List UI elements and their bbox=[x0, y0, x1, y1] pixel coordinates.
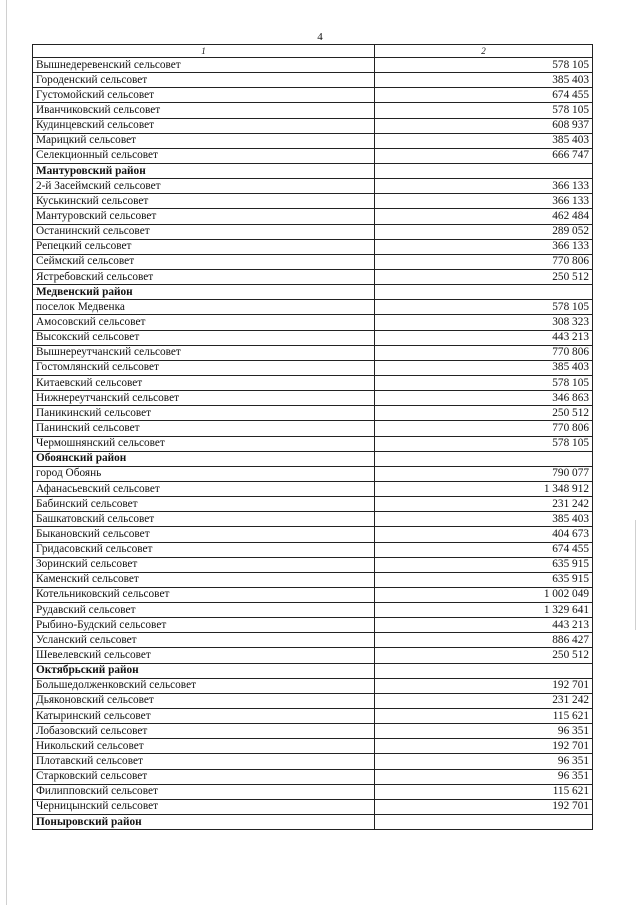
table-row bbox=[33, 360, 593, 375]
amount-cell: 231 242 bbox=[375, 497, 593, 512]
table-row bbox=[33, 799, 593, 814]
scan-edge-left bbox=[6, 0, 7, 905]
table-row bbox=[33, 633, 593, 648]
table-row bbox=[33, 406, 593, 421]
table-row bbox=[33, 315, 593, 330]
allocation-table bbox=[32, 44, 593, 830]
amount-cell bbox=[375, 663, 593, 678]
page-number: 4 bbox=[317, 31, 323, 43]
amount-cell: 366 133 bbox=[375, 239, 593, 254]
municipality-name: Большедолженковский сельсовет bbox=[33, 678, 375, 693]
municipality-name: Амосовский сельсовет bbox=[33, 315, 375, 330]
municipality-name: Дьяконовский сельсовет bbox=[33, 693, 375, 708]
table-row bbox=[33, 133, 593, 148]
district-name: Октябрьский район bbox=[33, 663, 375, 678]
amount-cell: 115 621 bbox=[375, 709, 593, 724]
table-row bbox=[33, 693, 593, 708]
amount-cell: 192 701 bbox=[375, 739, 593, 754]
table-row bbox=[33, 88, 593, 103]
amount-cell: 578 105 bbox=[375, 58, 593, 73]
table-row bbox=[33, 224, 593, 239]
column-header-2: 2 bbox=[375, 45, 593, 58]
table-row bbox=[33, 739, 593, 754]
district-name: Медвенский район bbox=[33, 285, 375, 300]
municipality-name: Рыбино-Будский сельсовет bbox=[33, 618, 375, 633]
amount-cell: 578 105 bbox=[375, 300, 593, 315]
amount-cell: 770 806 bbox=[375, 254, 593, 269]
table-row bbox=[33, 269, 593, 284]
amount-cell: 790 077 bbox=[375, 466, 593, 481]
amount-cell: 666 747 bbox=[375, 148, 593, 163]
municipality-name: Ястребовский сельсовет bbox=[33, 269, 375, 284]
district-name: Мантуровский район bbox=[33, 163, 375, 178]
table-row bbox=[33, 481, 593, 496]
table-row bbox=[33, 678, 593, 693]
table-header-row bbox=[33, 45, 593, 58]
municipality-name: Мантуровский сельсовет bbox=[33, 209, 375, 224]
amount-cell: 462 484 bbox=[375, 209, 593, 224]
district-row bbox=[33, 663, 593, 678]
amount-cell: 250 512 bbox=[375, 406, 593, 421]
municipality-name: Сеймский сельсовет bbox=[33, 254, 375, 269]
municipality-name: Панинский сельсовет bbox=[33, 421, 375, 436]
table-row bbox=[33, 300, 593, 315]
table-row bbox=[33, 58, 593, 73]
municipality-name: Городенский сельсовет bbox=[33, 73, 375, 88]
table-row bbox=[33, 542, 593, 557]
table-row bbox=[33, 603, 593, 618]
amount-cell: 635 915 bbox=[375, 557, 593, 572]
municipality-name: Китаевский сельсовет bbox=[33, 375, 375, 390]
amount-cell: 96 351 bbox=[375, 724, 593, 739]
table-row bbox=[33, 784, 593, 799]
table-row bbox=[33, 587, 593, 602]
amount-cell: 366 133 bbox=[375, 179, 593, 194]
municipality-name: Усланский сельсовет bbox=[33, 633, 375, 648]
district-name: Обоянский район bbox=[33, 451, 375, 466]
table-row bbox=[33, 103, 593, 118]
amount-cell bbox=[375, 451, 593, 466]
municipality-name: Высокский сельсовет bbox=[33, 330, 375, 345]
municipality-name: Афанасьевский сельсовет bbox=[33, 481, 375, 496]
municipality-name: Селекционный сельсовет bbox=[33, 148, 375, 163]
municipality-name: 2-й Засеймский сельсовет bbox=[33, 179, 375, 194]
table-row bbox=[33, 527, 593, 542]
municipality-name: Плотавский сельсовет bbox=[33, 754, 375, 769]
municipality-name: Останинский сельсовет bbox=[33, 224, 375, 239]
table-row bbox=[33, 194, 593, 209]
table-row bbox=[33, 73, 593, 88]
amount-cell: 578 105 bbox=[375, 436, 593, 451]
amount-cell: 192 701 bbox=[375, 799, 593, 814]
amount-cell bbox=[375, 163, 593, 178]
amount-cell: 96 351 bbox=[375, 754, 593, 769]
municipality-name: Старковский сельсовет bbox=[33, 769, 375, 784]
municipality-name: Вышнедеревенский сельсовет bbox=[33, 58, 375, 73]
amount-cell bbox=[375, 285, 593, 300]
amount-cell: 443 213 bbox=[375, 330, 593, 345]
amount-cell: 674 455 bbox=[375, 88, 593, 103]
table-row bbox=[33, 118, 593, 133]
table-row bbox=[33, 497, 593, 512]
amount-cell: 96 351 bbox=[375, 769, 593, 784]
municipality-name: Кудинцевский сельсовет bbox=[33, 118, 375, 133]
municipality-name: Черницынский сельсовет bbox=[33, 799, 375, 814]
amount-cell: 346 863 bbox=[375, 391, 593, 406]
municipality-name: Вышнереутчанский сельсовет bbox=[33, 345, 375, 360]
amount-cell: 770 806 bbox=[375, 421, 593, 436]
district-row bbox=[33, 163, 593, 178]
municipality-name: Густомойский сельсовет bbox=[33, 88, 375, 103]
amount-cell: 366 133 bbox=[375, 194, 593, 209]
municipality-name: Зоринский сельсовет bbox=[33, 557, 375, 572]
municipality-name: Чермошнянский сельсовет bbox=[33, 436, 375, 451]
table-row bbox=[33, 436, 593, 451]
table-row bbox=[33, 148, 593, 163]
amount-cell: 770 806 bbox=[375, 345, 593, 360]
municipality-name: Быкановский сельсовет bbox=[33, 527, 375, 542]
municipality-name: Гридасовский сельсовет bbox=[33, 542, 375, 557]
amount-cell: 1 002 049 bbox=[375, 587, 593, 602]
table-row bbox=[33, 375, 593, 390]
municipality-name: Нижнереутчанский сельсовет bbox=[33, 391, 375, 406]
municipality-name: Бабинский сельсовет bbox=[33, 497, 375, 512]
table-row bbox=[33, 572, 593, 587]
district-row bbox=[33, 285, 593, 300]
table-row bbox=[33, 648, 593, 663]
table-body bbox=[33, 58, 593, 830]
amount-cell: 231 242 bbox=[375, 693, 593, 708]
amount-cell: 385 403 bbox=[375, 133, 593, 148]
amount-cell: 578 105 bbox=[375, 103, 593, 118]
table-row bbox=[33, 618, 593, 633]
column-header-1: 1 bbox=[33, 45, 375, 58]
table-row bbox=[33, 254, 593, 269]
municipality-name: Репецкий сельсовет bbox=[33, 239, 375, 254]
municipality-name: Лобазовский сельсовет bbox=[33, 724, 375, 739]
district-row bbox=[33, 815, 593, 830]
municipality-name: Паникинский сельсовет bbox=[33, 406, 375, 421]
municipality-name: Куськинский сельсовет bbox=[33, 194, 375, 209]
municipality-name: Рудавский сельсовет bbox=[33, 603, 375, 618]
amount-cell: 404 673 bbox=[375, 527, 593, 542]
table-row bbox=[33, 709, 593, 724]
amount-cell: 635 915 bbox=[375, 572, 593, 587]
table-row bbox=[33, 330, 593, 345]
table-row bbox=[33, 466, 593, 481]
table-row bbox=[33, 391, 593, 406]
amount-cell: 385 403 bbox=[375, 360, 593, 375]
amount-cell: 385 403 bbox=[375, 73, 593, 88]
amount-cell: 674 455 bbox=[375, 542, 593, 557]
municipality-name: Каменский сельсовет bbox=[33, 572, 375, 587]
amount-cell bbox=[375, 815, 593, 830]
table-row bbox=[33, 179, 593, 194]
table-row bbox=[33, 421, 593, 436]
municipality-name: Марицкий сельсовет bbox=[33, 133, 375, 148]
amount-cell: 250 512 bbox=[375, 648, 593, 663]
amount-cell: 115 621 bbox=[375, 784, 593, 799]
table-row bbox=[33, 769, 593, 784]
municipality-name: Иванчиковский сельсовет bbox=[33, 103, 375, 118]
municipality-name: Филипповский сельсовет bbox=[33, 784, 375, 799]
table-row bbox=[33, 512, 593, 527]
amount-cell: 578 105 bbox=[375, 375, 593, 390]
amount-cell: 886 427 bbox=[375, 633, 593, 648]
table-row bbox=[33, 239, 593, 254]
amount-cell: 443 213 bbox=[375, 618, 593, 633]
municipality-name: Катыринский сельсовет bbox=[33, 709, 375, 724]
municipality-name: Башкатовский сельсовет bbox=[33, 512, 375, 527]
amount-cell: 385 403 bbox=[375, 512, 593, 527]
district-name: Поныровский район bbox=[33, 815, 375, 830]
municipality-name: Шевелевский сельсовет bbox=[33, 648, 375, 663]
table-row bbox=[33, 557, 593, 572]
amount-cell: 1 348 912 bbox=[375, 481, 593, 496]
table-row bbox=[33, 754, 593, 769]
amount-cell: 308 323 bbox=[375, 315, 593, 330]
amount-cell: 608 937 bbox=[375, 118, 593, 133]
amount-cell: 1 329 641 bbox=[375, 603, 593, 618]
municipality-name: Котельниковский сельсовет bbox=[33, 587, 375, 602]
table-row bbox=[33, 724, 593, 739]
table-row bbox=[33, 209, 593, 224]
amount-cell: 192 701 bbox=[375, 678, 593, 693]
municipality-name: Гостомлянский сельсовет bbox=[33, 360, 375, 375]
scan-edge-right bbox=[635, 520, 636, 630]
amount-cell: 250 512 bbox=[375, 269, 593, 284]
district-row bbox=[33, 451, 593, 466]
municipality-name: город Обоянь bbox=[33, 466, 375, 481]
municipality-name: поселок Медвенка bbox=[33, 300, 375, 315]
municipality-name: Никольский сельсовет bbox=[33, 739, 375, 754]
table-row bbox=[33, 345, 593, 360]
amount-cell: 289 052 bbox=[375, 224, 593, 239]
